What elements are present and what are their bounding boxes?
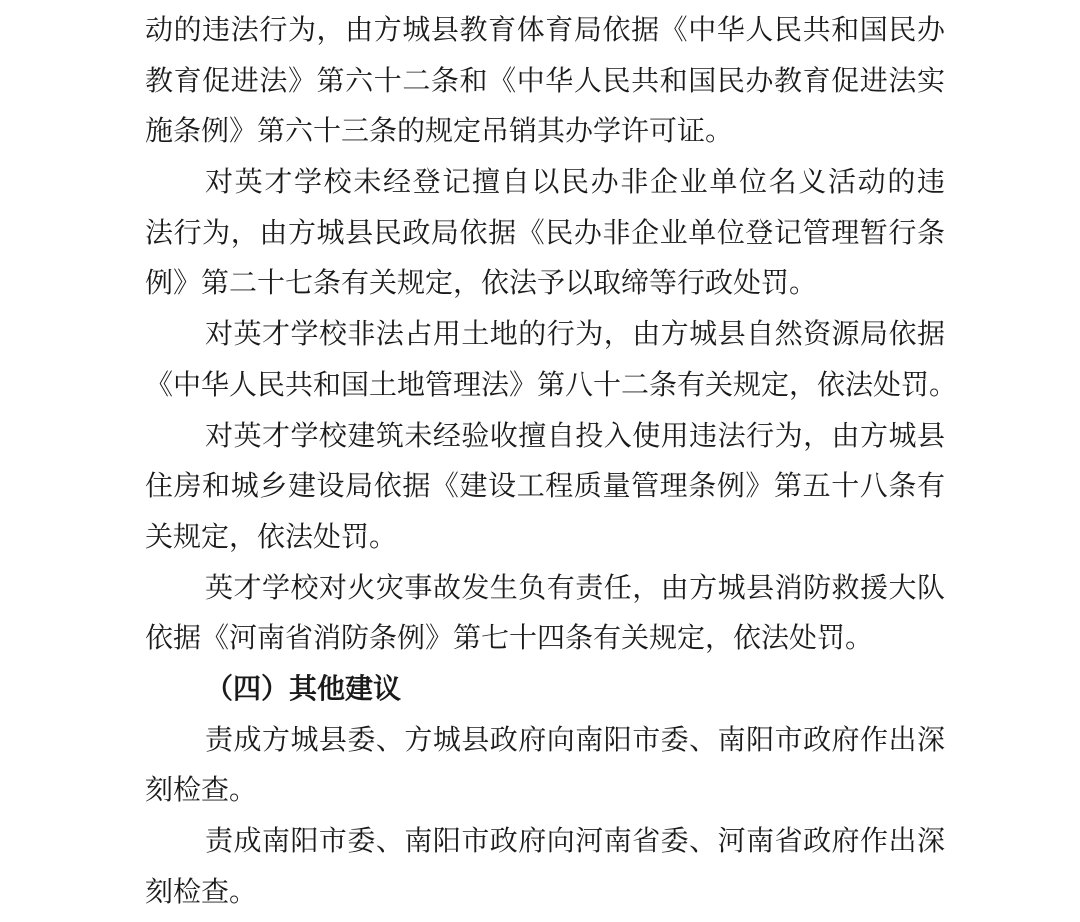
document-body [145,5,958,917]
text-line: 对英才学校建筑未经验收擅自投入使用违法行为，由方城县 [205,418,945,452]
text-line: 《中华人民共和国土地管理法》第八十二条有关规定，依法处罚。 [145,367,958,401]
heading-text: （四）其他建议 [205,671,402,705]
paragraph [145,5,945,157]
paragraph [145,715,945,816]
text-line: 刻检查。 [145,874,258,908]
paragraph [145,157,945,309]
text-line: 责成方城县委、方城县政府向南阳市委、南阳市政府作出深 [205,722,945,756]
text-line: 教育促进法》第六十二条和《中华人民共和国民办教育促进法实 [145,63,945,97]
text-line: 施条例》第六十三条的规定吊销其办学许可证。 [145,114,734,148]
text-line: 住房和城乡建设局依据《建设工程质量管理条例》第五十八条有 [145,469,945,503]
text-line: 例》第二十七条有关规定，依法予以取缔等行政处罚。 [145,266,818,300]
section-heading [145,664,945,715]
text-line: 法行为，由方城县民政局依据《民办非企业单位登记管理暂行条 [145,215,945,249]
text-line: 对英才学校非法占用土地的行为，由方城县自然资源局依据 [205,317,945,351]
text-line: 对英才学校未经登记擅自以民办非企业单位名义活动的违 [205,165,945,199]
text-line: 依据《河南省消防条例》第七十四条有关规定，依法处罚。 [145,621,874,655]
text-line: 动的违法行为，由方城县教育体育局依据《中华人民共和国民办 [145,13,945,46]
text-line: 关规定，依法处罚。 [145,519,398,553]
paragraph [145,816,945,917]
text-line: 责成南阳市委、南阳市政府向河南省委、河南省政府作出深 [205,824,945,857]
text-line: 英才学校对火灾事故发生负有责任，由方城县消防救援大队 [205,570,945,604]
paragraph [145,563,945,664]
paragraph [145,309,958,410]
paragraph [145,411,945,563]
text-line: 刻检查。 [145,773,258,807]
